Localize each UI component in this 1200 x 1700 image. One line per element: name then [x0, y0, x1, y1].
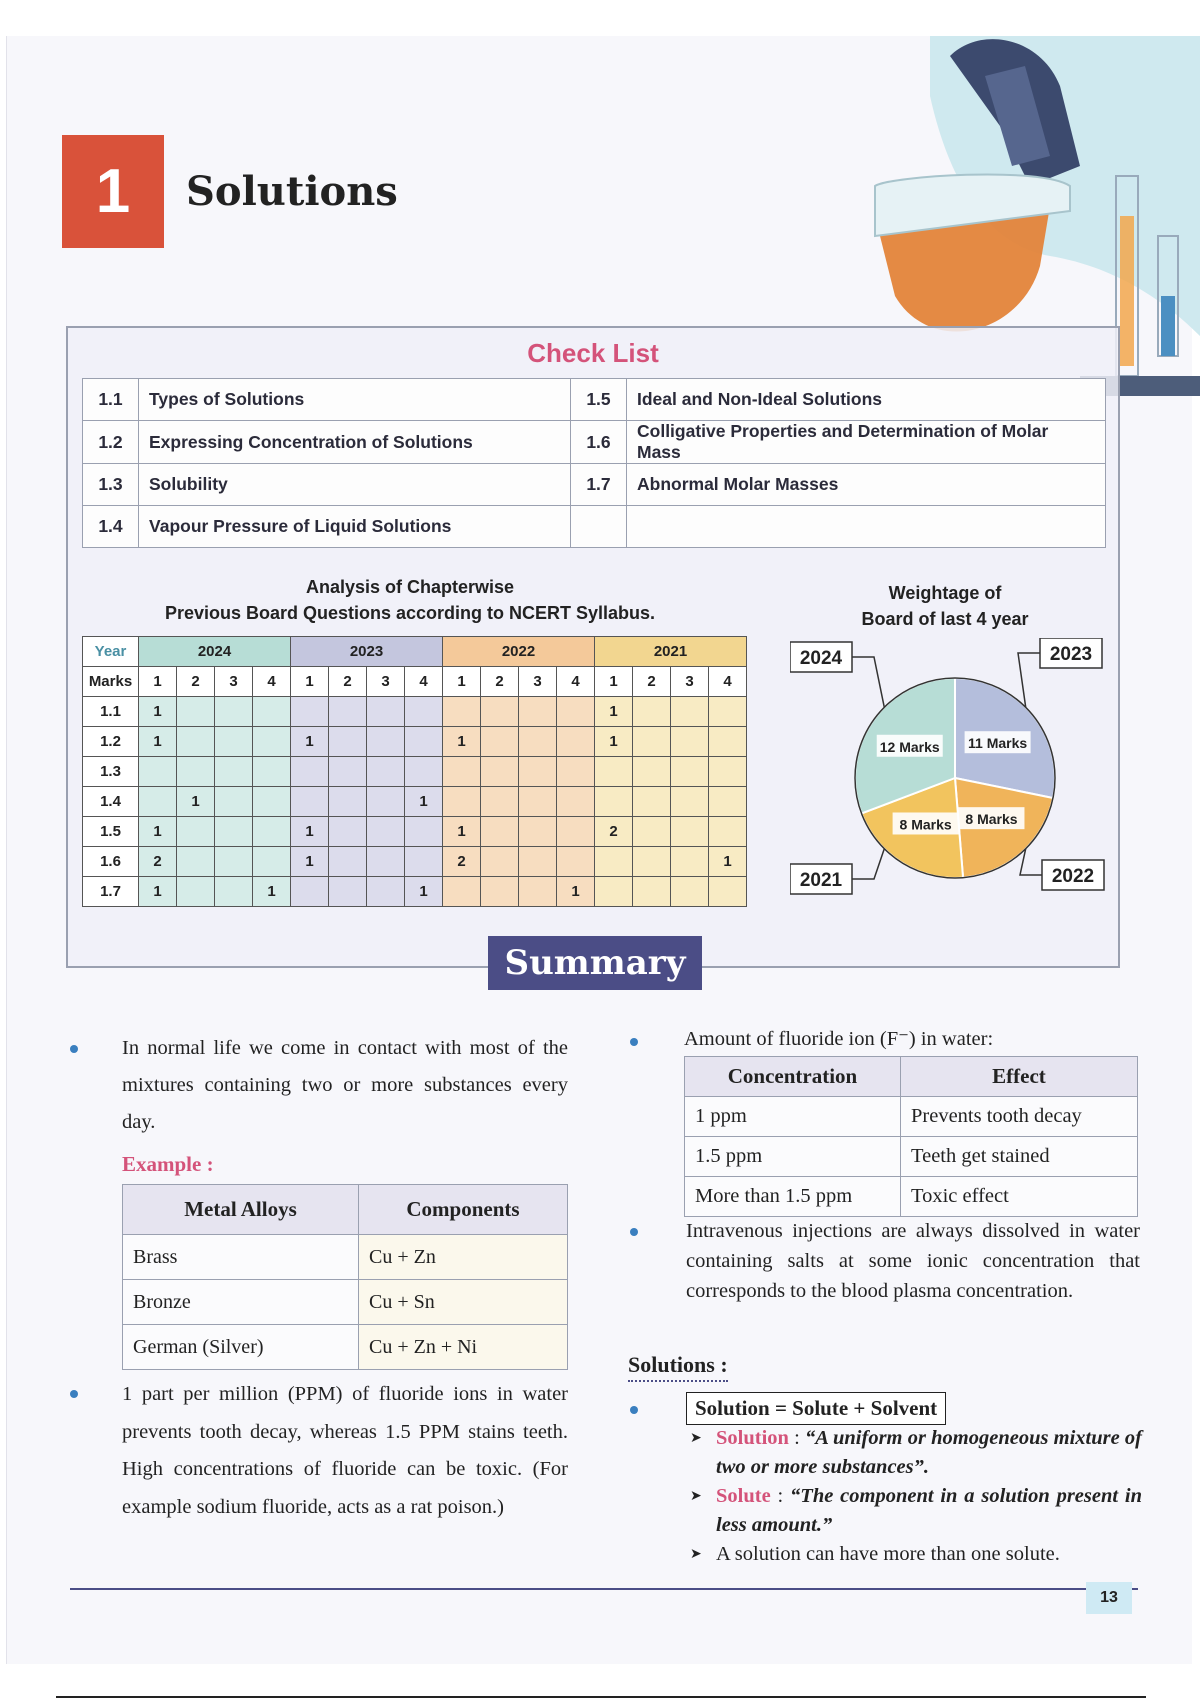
- svg-text:12 Marks: 12 Marks: [879, 738, 940, 755]
- question-count-cell: [709, 697, 747, 727]
- question-count-cell: 2: [595, 817, 633, 847]
- alloy-cell: German (Silver): [123, 1325, 359, 1370]
- topic-number: 1.7: [571, 464, 627, 506]
- question-count-cell: [709, 877, 747, 907]
- question-count-cell: [519, 847, 557, 877]
- question-count-cell: [709, 787, 747, 817]
- question-count-cell: [405, 817, 443, 847]
- question-count-cell: 1: [595, 727, 633, 757]
- alloy-cell: Bronze: [123, 1280, 359, 1325]
- question-count-cell: 1: [443, 817, 481, 847]
- question-count-cell: [633, 697, 671, 727]
- question-count-cell: [633, 817, 671, 847]
- question-count-cell: [671, 697, 709, 727]
- topic-title: Colligative Properties and Determination of Molar Mass: [627, 421, 1106, 464]
- question-count-cell: [215, 727, 253, 757]
- topic-number: 1.6: [571, 421, 627, 464]
- question-count-cell: [367, 727, 405, 757]
- analysis-title-line1: Analysis of Chapterwise: [305, 577, 515, 597]
- question-count-cell: [177, 817, 215, 847]
- question-count-cell: [177, 727, 215, 757]
- topic-number: 1.5: [83, 817, 139, 847]
- definition-solution: [690, 1424, 1142, 1482]
- weightage-title: [830, 580, 1060, 632]
- svg-text:2024: 2024: [799, 648, 843, 669]
- question-count-cell: [177, 697, 215, 727]
- bullet-dot: [630, 1406, 638, 1414]
- marks-header: 1: [291, 667, 329, 697]
- svg-text:8 Marks: 8 Marks: [965, 811, 1018, 828]
- marks-header: 3: [519, 667, 557, 697]
- definition-sep: :: [770, 1485, 791, 1507]
- topic-title: Abnormal Molar Masses: [627, 464, 1106, 506]
- question-count-cell: [481, 697, 519, 727]
- year-header: 2024: [139, 637, 291, 667]
- question-count-cell: [329, 817, 367, 847]
- summary-para-3: Intravenous injections are always dissolved in water containing salts at some ionic concentration that corresponds to the blood plasma concentration.: [686, 1220, 1140, 1302]
- summary-para-2: 1 part per million (PPM) of fluoride ions in water prevents tooth decay, whereas 1.5 PPM stains teeth. High concentrations of fluoride can be toxic. (For example sodium fluoride, acts as a rat poison.): [122, 1383, 568, 1518]
- marks-header: 2: [481, 667, 519, 697]
- question-count-cell: 2: [443, 847, 481, 877]
- question-count-cell: [253, 847, 291, 877]
- question-count-cell: [671, 817, 709, 847]
- alloy-cell: Brass: [123, 1235, 359, 1280]
- fluoride-cell: More than 1.5 ppm: [685, 1177, 901, 1217]
- question-count-cell: [557, 787, 595, 817]
- arrow-bullet-icon: ➤: [690, 1431, 702, 1446]
- fluoride-header-2: Effect: [901, 1057, 1138, 1097]
- question-count-cell: [519, 757, 557, 787]
- analysis-table: [82, 636, 747, 907]
- question-count-cell: [367, 787, 405, 817]
- topic-number: 1.6: [83, 847, 139, 877]
- solutions-heading: Solutions :: [628, 1352, 728, 1382]
- fluoride-intro: Amount of fluoride ion (F⁻) in water:: [684, 1028, 994, 1050]
- question-count-cell: 1: [291, 817, 329, 847]
- bullet-dot: [70, 1390, 78, 1398]
- question-count-cell: [595, 757, 633, 787]
- question-count-cell: [291, 787, 329, 817]
- example-label: Example :: [122, 1152, 214, 1176]
- marks-label-2022: [958, 807, 1024, 829]
- question-count-cell: [633, 847, 671, 877]
- year-header: 2022: [443, 637, 595, 667]
- topic-title: Expressing Concentration of Solutions: [139, 421, 571, 464]
- topic-number: 1.5: [571, 379, 627, 421]
- question-count-cell: [405, 757, 443, 787]
- checklist-table: [82, 378, 1106, 548]
- marks-header: 4: [405, 667, 443, 697]
- alloy-table: [122, 1184, 568, 1370]
- fluoride-table: [684, 1056, 1138, 1217]
- question-count-cell: 1: [291, 727, 329, 757]
- question-count-cell: [215, 877, 253, 907]
- question-count-cell: 1: [443, 727, 481, 757]
- fluoride-cell: 1 ppm: [685, 1097, 901, 1137]
- year-label-2021: [790, 849, 884, 894]
- question-count-cell: [215, 847, 253, 877]
- year-label-2022: [1020, 849, 1104, 890]
- marks-header: 1: [595, 667, 633, 697]
- marks-header: 1: [139, 667, 177, 697]
- question-count-cell: [557, 817, 595, 847]
- table-row: [83, 506, 1106, 548]
- table-row: [83, 787, 747, 817]
- question-count-cell: [671, 727, 709, 757]
- svg-text:11 Marks: 11 Marks: [968, 735, 1028, 752]
- topic-number: 1.1: [83, 697, 139, 727]
- fluoride-cell: Toxic effect: [901, 1177, 1138, 1217]
- question-count-cell: [443, 757, 481, 787]
- definition-term: Solution: [716, 1427, 789, 1449]
- marks-header: 4: [253, 667, 291, 697]
- question-count-cell: 1: [557, 877, 595, 907]
- question-count-cell: [671, 757, 709, 787]
- table-row: [83, 757, 747, 787]
- question-count-cell: [253, 817, 291, 847]
- definition-sep: :: [788, 1427, 806, 1449]
- analysis-title-line2: Previous Board Questions according to NCERT Syllabus.: [164, 603, 656, 623]
- question-count-cell: [481, 847, 519, 877]
- solution-formula: Solution = Solute + Solvent: [686, 1392, 946, 1425]
- marks-label-2023: [965, 731, 1031, 753]
- question-count-cell: [215, 697, 253, 727]
- topic-number: 1.7: [83, 877, 139, 907]
- question-count-cell: [253, 727, 291, 757]
- weightage-title-line2: Board of last 4 year: [861, 609, 1029, 629]
- table-row: [685, 1177, 1138, 1217]
- bullet-dot: [630, 1228, 638, 1236]
- question-count-cell: 1: [139, 697, 177, 727]
- question-count-cell: [595, 847, 633, 877]
- topic-number: 1.3: [83, 464, 139, 506]
- marks-header: 2: [177, 667, 215, 697]
- question-count-cell: 1: [177, 787, 215, 817]
- definition-multi-solute: [690, 1540, 1142, 1569]
- question-count-cell: 1: [139, 877, 177, 907]
- definition-body: [716, 1424, 1142, 1482]
- question-count-cell: [405, 697, 443, 727]
- arrow-bullet-icon: ➤: [690, 1547, 702, 1562]
- marks-label: Marks: [83, 667, 139, 697]
- table-row: [83, 727, 747, 757]
- question-count-cell: [443, 877, 481, 907]
- question-count-cell: [709, 727, 747, 757]
- question-count-cell: [481, 877, 519, 907]
- arrow-bullet-icon: ➤: [690, 1489, 702, 1504]
- question-count-cell: [633, 877, 671, 907]
- question-count-cell: [177, 757, 215, 787]
- question-count-cell: [215, 787, 253, 817]
- question-count-cell: [671, 787, 709, 817]
- year-label: Year: [83, 637, 139, 667]
- question-count-cell: [367, 877, 405, 907]
- question-count-cell: [443, 697, 481, 727]
- table-row: [83, 421, 1106, 464]
- question-count-cell: 1: [709, 847, 747, 877]
- checklist-title: Check List: [527, 338, 659, 368]
- question-count-cell: [405, 847, 443, 877]
- question-count-cell: 1: [595, 697, 633, 727]
- question-count-cell: [709, 757, 747, 787]
- topic-title: Types of Solutions: [139, 379, 571, 421]
- marks-label-2021: [893, 812, 959, 834]
- question-count-cell: [557, 757, 595, 787]
- summary-para-1: In normal life we come in contact with most of the mixtures containing two or more substances every day.: [122, 1037, 568, 1133]
- question-count-cell: [671, 877, 709, 907]
- question-count-cell: 1: [139, 817, 177, 847]
- question-count-cell: 1: [139, 727, 177, 757]
- table-row: [83, 667, 747, 697]
- question-count-cell: [291, 697, 329, 727]
- question-count-cell: [329, 847, 367, 877]
- table-row: [123, 1280, 568, 1325]
- definition-text: “The component in a solution present in less amount.”: [716, 1485, 1142, 1536]
- topic-number: 1.4: [83, 787, 139, 817]
- question-count-cell: [139, 757, 177, 787]
- question-count-cell: [329, 757, 367, 787]
- bullet-dot: [630, 1038, 638, 1046]
- page-number: 13: [1086, 1582, 1132, 1614]
- marks-header: 2: [329, 667, 367, 697]
- question-count-cell: [519, 697, 557, 727]
- question-count-cell: 1: [291, 847, 329, 877]
- question-count-cell: [367, 697, 405, 727]
- table-row: [123, 1325, 568, 1370]
- alloy-cell: Cu + Zn + Ni: [358, 1325, 567, 1370]
- question-count-cell: 2: [139, 847, 177, 877]
- table-row: [123, 1235, 568, 1280]
- svg-text:2021: 2021: [799, 870, 843, 891]
- table-row: [685, 1137, 1138, 1177]
- marks-label-2024: [877, 735, 943, 757]
- svg-text:8 Marks: 8 Marks: [899, 816, 952, 833]
- table-row: [83, 637, 747, 667]
- question-count-cell: [329, 787, 367, 817]
- question-count-cell: [329, 727, 367, 757]
- topic-number: 1.3: [83, 757, 139, 787]
- fluoride-cell: Prevents tooth decay: [901, 1097, 1138, 1137]
- question-count-cell: [481, 787, 519, 817]
- definition-body: [716, 1482, 1142, 1540]
- table-row: [83, 464, 1106, 506]
- topic-title: Solubility: [139, 464, 571, 506]
- marks-header: 4: [557, 667, 595, 697]
- marks-header: 1: [443, 667, 481, 697]
- question-count-cell: [405, 727, 443, 757]
- svg-text:2023: 2023: [1049, 644, 1093, 665]
- footer-rule: [70, 1588, 1138, 1590]
- question-count-cell: [519, 817, 557, 847]
- question-count-cell: 1: [253, 877, 291, 907]
- fluoride-cell: 1.5 ppm: [685, 1137, 901, 1177]
- question-count-cell: [481, 757, 519, 787]
- question-count-cell: [329, 697, 367, 727]
- question-count-cell: 1: [405, 877, 443, 907]
- fluoride-header-1: Concentration: [685, 1057, 901, 1097]
- chapter-title: Solutions: [186, 168, 398, 215]
- year-label-2023: [1018, 638, 1102, 707]
- summary-heading: Summary: [488, 936, 702, 990]
- year-header: 2023: [291, 637, 443, 667]
- question-count-cell: [139, 787, 177, 817]
- fluoride-cell: Teeth get stained: [901, 1137, 1138, 1177]
- topic-number: 1.2: [83, 727, 139, 757]
- table-row: [83, 379, 1106, 421]
- marks-header: 3: [671, 667, 709, 697]
- alloy-header-1: Metal Alloys: [123, 1185, 359, 1235]
- topic-number: 1.4: [83, 506, 139, 548]
- question-count-cell: [291, 757, 329, 787]
- question-count-cell: [177, 847, 215, 877]
- question-count-cell: [557, 727, 595, 757]
- question-count-cell: [253, 757, 291, 787]
- question-count-cell: [595, 787, 633, 817]
- analysis-title: [140, 574, 680, 626]
- table-row: [83, 817, 747, 847]
- alloy-cell: Cu + Zn: [358, 1235, 567, 1280]
- question-count-cell: [367, 817, 405, 847]
- question-count-cell: [367, 847, 405, 877]
- definition-text: “A uniform or homogeneous mixture of two or more substances”.: [716, 1427, 1142, 1478]
- topic-title: Vapour Pressure of Liquid Solutions: [139, 506, 571, 548]
- topic-number: 1.2: [83, 421, 139, 464]
- topic-title: [627, 506, 1106, 548]
- definition-solute: [690, 1482, 1142, 1540]
- question-count-cell: [709, 817, 747, 847]
- topic-number: [571, 506, 627, 548]
- question-count-cell: [633, 727, 671, 757]
- alloy-cell: Cu + Sn: [358, 1280, 567, 1325]
- bottom-border: [56, 1696, 1146, 1698]
- marks-header: 3: [367, 667, 405, 697]
- question-count-cell: [253, 787, 291, 817]
- question-count-cell: [519, 787, 557, 817]
- question-count-cell: [633, 787, 671, 817]
- marks-header: 2: [633, 667, 671, 697]
- question-count-cell: [215, 757, 253, 787]
- table-row: [83, 697, 747, 727]
- question-count-cell: 1: [405, 787, 443, 817]
- topic-number: 1.1: [83, 379, 139, 421]
- chapter-number: 1: [62, 135, 164, 248]
- marks-header: 4: [709, 667, 747, 697]
- question-count-cell: [633, 757, 671, 787]
- question-count-cell: [519, 877, 557, 907]
- weightage-title-line1: Weightage of: [888, 583, 1002, 603]
- definition-term: Solute: [716, 1485, 771, 1507]
- topic-title: Ideal and Non-Ideal Solutions: [627, 379, 1106, 421]
- question-count-cell: [329, 877, 367, 907]
- table-row: [685, 1097, 1138, 1137]
- question-count-cell: [557, 847, 595, 877]
- year-header: 2021: [595, 637, 747, 667]
- table-row: [83, 847, 747, 877]
- question-count-cell: [557, 697, 595, 727]
- question-count-cell: [519, 727, 557, 757]
- question-count-cell: [481, 817, 519, 847]
- definition-text: A solution can have more than one solute.: [716, 1543, 1060, 1565]
- question-count-cell: [367, 757, 405, 787]
- question-count-cell: [595, 877, 633, 907]
- table-row: [83, 877, 747, 907]
- question-count-cell: [215, 817, 253, 847]
- question-count-cell: [481, 727, 519, 757]
- question-count-cell: [291, 877, 329, 907]
- svg-text:2022: 2022: [1051, 866, 1095, 887]
- question-count-cell: [253, 697, 291, 727]
- weightage-pie-chart: [790, 638, 1120, 918]
- question-count-cell: [671, 847, 709, 877]
- bullet-dot: [70, 1045, 78, 1053]
- marks-header: 3: [215, 667, 253, 697]
- alloy-header-2: Components: [358, 1185, 567, 1235]
- year-label-2024: [790, 642, 884, 707]
- question-count-cell: [443, 787, 481, 817]
- question-count-cell: [177, 877, 215, 907]
